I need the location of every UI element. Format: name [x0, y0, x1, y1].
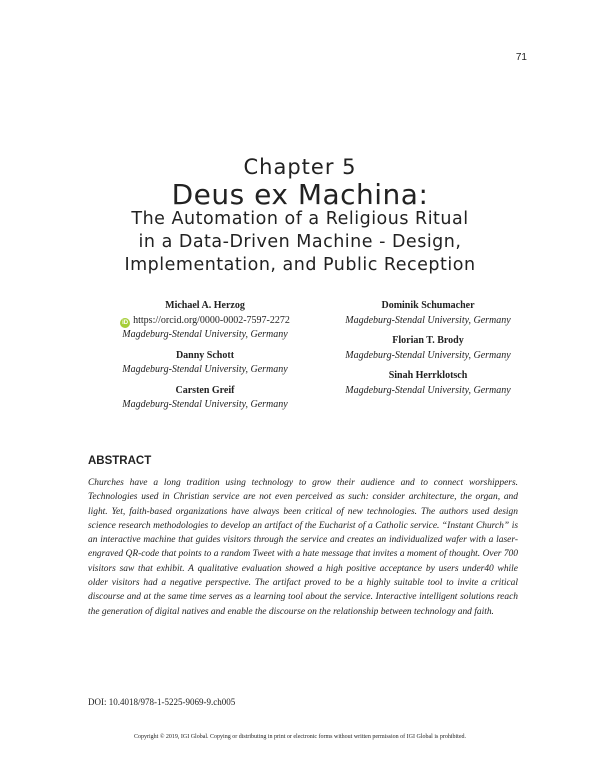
author-name: Carsten Greif: [175, 384, 235, 396]
chapter-label: Chapter 5: [243, 155, 357, 179]
copyright-notice: Copyright © 2019, IGI Global. Copying or distributing in print or electronic forms without written permission of IGI Global is prohibited.: [133, 734, 466, 740]
author-name: Sinah Herrklotsch: [388, 370, 468, 381]
chapter-title: Deus ex Machina:: [171, 178, 429, 211]
page-number: 71: [515, 52, 527, 63]
chapter-subtitle: [60, 208, 540, 277]
author-affiliation: Magdeburg-Stendal University, Germany: [345, 384, 511, 396]
author-block: [318, 299, 538, 328]
subtitle-line: Implementation, and Public Reception: [124, 255, 476, 275]
authors-left-column: [95, 299, 315, 419]
orcid-url[interactable]: https://orcid.org/0000-0002-7597-2272: [133, 314, 290, 326]
abstract-text: Churches have a long tradition using technology to grow their audience and to connect worshippers. Technologies used in Christian service are not even perceived as such: consider architecture, the organ, and light. Yet, faith-based organizations have always been critical of new technologies. The authors used design science research methodologies to develop an artifact of the Eucharist of a Catholic service. “Instant Church” is an interactive machine that guides visitors through the service and creates an individualized wafer with a laser-engraved QR-code that points to a random Tweet with a hate message that invites a moment of thought. Over 700 visitors saw that exhibit. A qualitative evaluation showed a high positive acceptance by users under40 while older visitors had a negative perspective. The artifact proved to be a highly suitable tool to invite a critical discourse and at the same time serves as a learning tool about the service. Interactive intelligent solutions reach the generation of digital natives and enable the discourse on the relationship between technology and faith.: [88, 478, 518, 617]
abstract-heading: ABSTRACT: [88, 455, 152, 467]
author-block: [318, 369, 538, 398]
orcid-icon: iD: [122, 319, 129, 326]
author-block: [95, 299, 315, 343]
author-affiliation: Magdeburg-Stendal University, Germany: [345, 314, 511, 326]
author-block: [95, 349, 315, 378]
author-affiliation: Magdeburg-Stendal University, Germany: [122, 399, 288, 410]
doi: DOI: 10.4018/978-1-5225-9069-9.ch005: [88, 697, 236, 707]
author-affiliation: Magdeburg-Stendal University, Germany: [345, 349, 511, 361]
orcid-link[interactable]: [95, 314, 315, 329]
author-name: Danny Schott: [175, 349, 235, 361]
subtitle-line: in a Data-Driven Machine - Design,: [138, 232, 462, 252]
author-block: [95, 384, 315, 413]
author-affiliation: Magdeburg-Stendal University, Germany: [122, 329, 288, 340]
author-name: Florian T. Brody: [392, 335, 464, 346]
author-name: Dominik Schumacher: [381, 300, 475, 311]
authors-right-column: [318, 299, 538, 404]
author-block: [318, 334, 538, 363]
author-affiliation: Magdeburg-Stendal University, Germany: [122, 364, 288, 375]
author-name: Michael A. Herzog: [165, 300, 245, 311]
subtitle-line: The Automation of a Religious Ritual: [131, 209, 469, 229]
